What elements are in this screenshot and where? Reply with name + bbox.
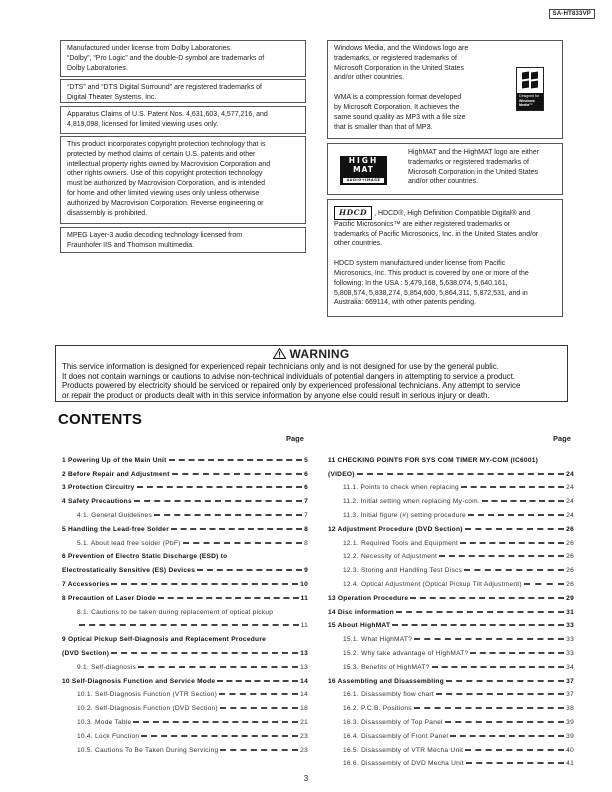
logo-text: MAT (353, 165, 374, 174)
toc-leader (183, 542, 303, 544)
logo-caption-line: Media™ (519, 103, 533, 107)
toc-entry-page: 24 (566, 470, 574, 478)
toc-leader (396, 611, 564, 613)
toc-entry[interactable] (328, 685, 574, 699)
license-line: Microsoft Corporation in the United States (408, 168, 538, 176)
toc-leader (465, 749, 564, 751)
toc-entry[interactable] (62, 740, 308, 754)
toc-entry[interactable] (328, 574, 574, 588)
toc-entry-title: 16 Assembling and Disassembling (328, 677, 444, 685)
toc-leader (432, 666, 565, 668)
warning-box (55, 345, 568, 402)
windows-flag-icon (522, 72, 539, 89)
hdcd-license-box (327, 199, 563, 317)
toc-leader (357, 473, 564, 475)
toc-entry[interactable] (62, 491, 308, 505)
toc-entry-page: 24 (566, 484, 574, 492)
toc-entry-page: 5 (304, 456, 308, 464)
toc-entry[interactable] (328, 491, 574, 505)
toc-entry-title: 4.1. General Guidelines (77, 511, 153, 519)
toc-entry-page: 9 (304, 567, 308, 575)
toc-leader (134, 500, 302, 502)
highmat-logo (340, 156, 387, 185)
toc-leader (482, 500, 564, 502)
toc-entry[interactable] (328, 657, 574, 671)
license-line: other countries. (334, 240, 383, 248)
toc-entry-page: 6 (304, 470, 308, 478)
license-line: Apparatus Claims of U.S. Patent Nos. 4,631,603, 4,577,216, and (67, 111, 268, 118)
hdcd-logo: HDCD (334, 206, 372, 220)
license-line: , HDCD®, High Definition Compatible Digital® and (374, 209, 531, 217)
toc-leader (220, 707, 298, 709)
toc-entry-title: 10.1. Self-Diagnosis Function (VTR Section) (77, 691, 218, 699)
toc-entry-title: 13 Operation Procedure (328, 594, 409, 602)
toc-entry-title: 2 Before Repair and Adjustment (62, 470, 170, 478)
toc-entry[interactable] (62, 698, 308, 712)
logo-caption-line: Designed for (519, 94, 540, 98)
toc-leader (446, 680, 564, 682)
patent-license-box (60, 106, 306, 134)
license-line: and/or other countries. (334, 74, 405, 82)
toc-entry-title: Electrostatically Sensitive (ES) Devices (62, 567, 196, 575)
toc-leader (460, 542, 564, 544)
license-line: that is smaller than that of MP3. (334, 123, 433, 131)
warning-triangle-icon (273, 348, 286, 359)
toc-entry-title: 16.2. P.C.B. Positions (343, 705, 412, 713)
toc-entry-title: 14 Disc information (328, 608, 394, 616)
toc-entry[interactable] (62, 712, 308, 726)
toc-entry-title: 16.6. Disassembly of DVD Mecha Unit (343, 760, 464, 768)
license-line: trademarks, or registered trademarks of (334, 54, 457, 62)
toc-leader (172, 473, 302, 475)
toc-entry[interactable] (62, 671, 308, 685)
toc-entry-page: 40 (566, 746, 574, 754)
toc-leader (141, 735, 298, 737)
toc-entry[interactable] (328, 588, 574, 602)
toc-entry-page: 14 (300, 677, 308, 685)
toc-entry[interactable] (328, 754, 574, 768)
toc-entry-page: 26 (566, 525, 574, 533)
license-line: MPEG Layer-3 audio decoding technology licensed from (67, 232, 243, 239)
toc-entry[interactable] (328, 519, 574, 533)
license-line: “Dolby”, “Pro Logic” and the double-D symbol are trademarks of (67, 54, 265, 62)
dts-license-box (60, 79, 306, 103)
toc-leader (219, 693, 298, 695)
toc-entry[interactable] (62, 533, 308, 547)
toc-leader (169, 459, 303, 461)
toc-entry[interactable] (328, 616, 574, 630)
toc-entry[interactable] (62, 464, 308, 478)
toc-leader (133, 721, 298, 723)
toc-entry[interactable] (328, 643, 574, 657)
toc-leader (466, 762, 564, 764)
toc-entry[interactable] (62, 560, 308, 574)
toc-entry-page: 33 (566, 622, 574, 630)
toc-entry[interactable] (328, 712, 574, 726)
toc-leader (217, 680, 298, 682)
toc-entry-page: 14 (300, 691, 308, 699)
toc-leader (220, 749, 298, 751)
license-line: must be authorized by Macrovision Corporation, and is intended (67, 180, 266, 188)
toc-entry-title: 10.3. Mode Table (77, 718, 132, 726)
toc-entry-title: 8 Precaution of Laser Diode (62, 594, 156, 602)
toc-entry-page: 26 (566, 567, 574, 575)
toc-entry-page: 21 (300, 718, 308, 726)
toc-entry-title: 11.2. Initial setting when replacing My-com. (343, 498, 480, 506)
license-line: and/or other countries. (408, 178, 479, 186)
toc-entry-title: 9.1. Self-diagnosis (77, 663, 136, 671)
toc-entry[interactable] (328, 698, 574, 712)
toc-entry-page: 24 (566, 498, 574, 506)
toc-entry-title: 10.2. Self-Diagnosis Function (DVD Section) (77, 705, 218, 713)
toc-entry-title: 3 Protection Circuitry (62, 484, 135, 492)
toc-leader (171, 528, 302, 530)
toc-entry-page: 33 (566, 649, 574, 657)
warning-line: or repair the product or products dealt with in this service information by anyone else could result in serious injury or death. (62, 390, 490, 400)
toc-leader (464, 569, 564, 571)
warning-title-text: WARNING (289, 347, 350, 361)
toc-left-column (62, 450, 308, 754)
toc-entry-page: 26 (566, 553, 574, 561)
toc-entry[interactable] (328, 671, 574, 685)
license-line: authorized by Macrovision Corporation. Reverse engineering or (67, 199, 264, 207)
toc-entry-title: 7 Accessories (62, 580, 110, 588)
toc-leader (468, 514, 564, 516)
toc-leader (197, 569, 302, 571)
license-line: trademarks of Pacific Microsonics, Inc. in the United States and/or (334, 230, 539, 238)
license-line: Dolby Laboratories. (67, 64, 128, 72)
toc-entry-title: 16.5. Disassembly of VTR Mecha Unit (343, 746, 464, 754)
toc-leader (436, 693, 564, 695)
toc-entry[interactable] (62, 574, 308, 588)
toc-leader (470, 652, 564, 654)
toc-entry[interactable] (62, 519, 308, 533)
toc-entry-page: 6 (304, 484, 308, 492)
toc-entry-page: 24 (566, 511, 574, 519)
toc-entry-page: 39 (566, 718, 574, 726)
toc-entry-page: 31 (566, 608, 574, 616)
toc-entry[interactable] (328, 560, 574, 574)
license-line: This product incorporates copyright protection technology that is (67, 141, 266, 148)
toc-entry-page: 7 (304, 498, 308, 506)
toc-entry-title: 11 CHECKING POINTS FOR SYS COM TIMER MY-COM (IC6001) (328, 456, 539, 464)
toc-right-column (328, 450, 574, 767)
toc-entry-page: 26 (566, 539, 574, 547)
toc-entry[interactable] (62, 643, 308, 657)
warning-body (62, 362, 563, 400)
toc-entry-page: 33 (566, 636, 574, 644)
toc-leader (154, 514, 302, 516)
highmat-license-box (327, 143, 563, 195)
toc-entry[interactable] (328, 478, 574, 492)
windows-media-logo-caption (517, 93, 543, 110)
toc-leader (524, 583, 564, 585)
license-line: 4,819,098, licensed for limited viewing uses only. (67, 120, 219, 128)
toc-leader (465, 528, 564, 530)
toc-entry[interactable] (328, 547, 574, 561)
license-line: intellectual property rights owned by Macrovision Corporation and (67, 160, 271, 168)
toc-entry-title: (VIDEO) (328, 470, 355, 478)
toc-entry-page: 26 (566, 580, 574, 588)
license-line: by Microsoft Corporation. It achieves the (334, 103, 460, 111)
contents-title: CONTENTS (58, 411, 143, 428)
license-line: same sound quality as MP3 with a file size (334, 113, 466, 121)
toc-entry-title: 15.2. Why take advantage of HighMAT? (343, 649, 469, 657)
toc-entry[interactable] (62, 629, 308, 643)
macrovision-license-box (60, 136, 306, 224)
license-line: Manufactured under license from Dolby Laboratories. (67, 45, 232, 52)
toc-entry[interactable] (62, 505, 308, 519)
toc-entry[interactable] (328, 464, 574, 478)
warning-line: It does not contain warnings or cautions to advise non-technical individuals of potential dangers in attempting to service a product. (62, 371, 516, 381)
toc-entry-page: 10 (300, 580, 308, 588)
license-line: Pacific Microsonics™ are either registered trademarks or (334, 220, 511, 228)
toc-entry[interactable] (62, 547, 308, 561)
toc-leader (111, 583, 298, 585)
toc-entry-page: 37 (566, 677, 574, 685)
license-line: protected by method claims of certain U.S. patents and other (67, 150, 256, 158)
toc-entry[interactable] (328, 740, 574, 754)
toc-leader (137, 486, 303, 488)
toc-entry[interactable] (328, 505, 574, 519)
toc-entry[interactable] (328, 533, 574, 547)
logo-text: HIGH (348, 156, 379, 165)
toc-leader (392, 624, 564, 626)
toc-entry-page: 37 (566, 691, 574, 699)
toc-leader (414, 707, 564, 709)
license-line: HighMAT and the HighMAT logo are either (408, 149, 539, 156)
toc-entry-page: 18 (300, 705, 308, 713)
toc-entry-title: 12.2. Necessity of Adjustment (343, 553, 438, 561)
toc-entry-title: 16.4. Disassembly of Front Panel (343, 732, 449, 740)
license-line: 5,808,574, 5,838,274, 5,854,600, 5,864,311, 5,872,531, and in (334, 289, 528, 297)
toc-entry-page: 29 (566, 594, 574, 602)
toc-entry[interactable] (62, 657, 308, 671)
toc-entry-title: 12.1. Required Tools and Equipment (343, 539, 459, 547)
model-number: SA-HT833VP (549, 9, 595, 19)
toc-entry-page: 39 (566, 732, 574, 740)
license-line: for home and other limited viewing uses only unless otherwise (67, 189, 260, 197)
toc-entry-title: 11.3. Initial figure (#) setting procedure (343, 511, 466, 519)
license-line: HDCD system manufactured under license from Pacific (334, 260, 506, 268)
toc-entry[interactable] (62, 685, 308, 699)
warning-title (56, 347, 567, 361)
toc-entry-title: 10.4. Lock Function (77, 732, 140, 740)
toc-entry-title: 16.3. Disassembly of Top Panel (343, 718, 443, 726)
license-line: Microsoft Corporation in the United States (334, 64, 464, 72)
toc-entry-page: 8 (304, 525, 308, 533)
toc-entry[interactable] (328, 450, 574, 464)
toc-entry[interactable] (62, 602, 308, 616)
toc-entry[interactable] (62, 588, 308, 602)
toc-entry-title: (DVD Section) (62, 649, 110, 657)
toc-leader (439, 555, 564, 557)
license-line: trademarks or registered trademarks of (408, 158, 529, 166)
toc-entry-page: 13 (300, 663, 308, 671)
toc-entry-title: 8.1. Cautions to be taken during replacement of optical pickup (77, 608, 274, 616)
toc-entry-page: 23 (300, 732, 308, 740)
license-line: following: In the USA : 5,479,168, 5,638,074, 5,640,161, (334, 279, 508, 287)
toc-entry-title: 5.1. About lead free solder (PbF) (77, 539, 181, 547)
license-line: “DTS” and “DTS Digital Surround” are registered trademarks of (67, 84, 262, 91)
toc-entry-title: 5 Handling the Lead-free Solder (62, 525, 170, 533)
page-column-header-right: Page (553, 434, 571, 443)
toc-leader (414, 638, 564, 640)
license-line: Windows Media, and the Windows logo are (334, 45, 469, 52)
toc-entry-page: 7 (304, 511, 308, 519)
dolby-license-box (60, 40, 306, 77)
logo-subtext: AUDIO+IMAGE (343, 178, 384, 183)
toc-leader (111, 652, 298, 654)
toc-entry[interactable] (62, 478, 308, 492)
toc-entry-page: 38 (566, 705, 574, 713)
license-line: WMA is a compression format developed (334, 94, 462, 102)
warning-line: Products powered by electricity should be serviced or repaired only by experienced professional technicians. Any attempt to service (62, 381, 521, 391)
toc-entry[interactable] (328, 629, 574, 643)
toc-entry-title: 1 Powering Up of the Main Unit (62, 456, 167, 464)
page-column-header-left: Page (286, 434, 304, 443)
toc-leader (138, 666, 298, 668)
toc-entry-page: 8 (304, 539, 308, 547)
toc-entry-page: 13 (300, 649, 308, 657)
toc-entry[interactable] (62, 616, 308, 630)
toc-entry-title: 15.3. Benefits of HighMAT? (343, 663, 430, 671)
toc-entry-title: 9 Optical Pickup Self-Diagnosis and Replacement Procedure (62, 636, 267, 644)
toc-entry-title: 12.3. Storing and Handling Test Discs (343, 567, 463, 575)
toc-entry-title: 12 Adjustment Procedure (DVD Section) (328, 525, 463, 533)
page-number: 3 (303, 774, 309, 783)
toc-entry-page: 11 (300, 594, 308, 602)
toc-entry-title: 12.4. Optical Adjustment (Optical Pickup Tilt Adjustment) (343, 580, 522, 588)
toc-entry-title: 16.1. Disassembly flow chart (343, 691, 434, 699)
toc-entry-page: 41 (566, 760, 574, 768)
toc-entry-title: 10.5. Cautions To Be Taken During Servicing (77, 746, 219, 754)
toc-entry[interactable] (328, 602, 574, 616)
toc-entry-title: 10 Self-Diagnosis Function and Service Mode (62, 677, 216, 685)
license-line: disassembly is prohibited. (67, 209, 148, 217)
windows-media-logo (516, 67, 544, 111)
toc-entry[interactable] (328, 726, 574, 740)
toc-leader (410, 597, 564, 599)
toc-entry-title: 11.1. Points to check when replacing (343, 484, 459, 492)
license-line: Microsonics, Inc. This product is covered by one or more of the (334, 269, 529, 277)
windows-media-license-box (327, 40, 563, 139)
license-line: Digital Theater Systems, Inc. (67, 93, 157, 101)
toc-leader (158, 597, 299, 599)
mpeg-license-box (60, 227, 306, 253)
toc-entry[interactable] (62, 450, 308, 464)
toc-leader (445, 721, 564, 723)
toc-entry-page: 11 (300, 622, 308, 630)
license-line: Australia: 669114, with other patents pending. (334, 299, 476, 307)
toc-leader (79, 624, 299, 626)
toc-entry-title: 15.1. What HighMAT? (343, 636, 413, 644)
logo-caption-line: Windows (519, 98, 535, 103)
toc-entry-page: 34 (566, 663, 574, 671)
toc-entry-title: 15 About HighMAT (328, 622, 391, 630)
toc-leader (450, 735, 564, 737)
toc-entry-title: 4 Safety Precautions (62, 498, 132, 506)
warning-line: This service information is designed for experienced repair technicians only and is not designed for use by the general public. (62, 362, 499, 371)
toc-entry-title: 6 Prevention of Electro Static Discharge (ESD) to (62, 553, 228, 561)
toc-entry-page: 23 (300, 746, 308, 754)
toc-leader (461, 486, 564, 488)
license-line: other rights owners. Use of this copyright protection technology (67, 170, 263, 178)
license-line: Fraunhofer IIS and Thomson multimedia. (67, 241, 195, 249)
toc-entry[interactable] (62, 726, 308, 740)
